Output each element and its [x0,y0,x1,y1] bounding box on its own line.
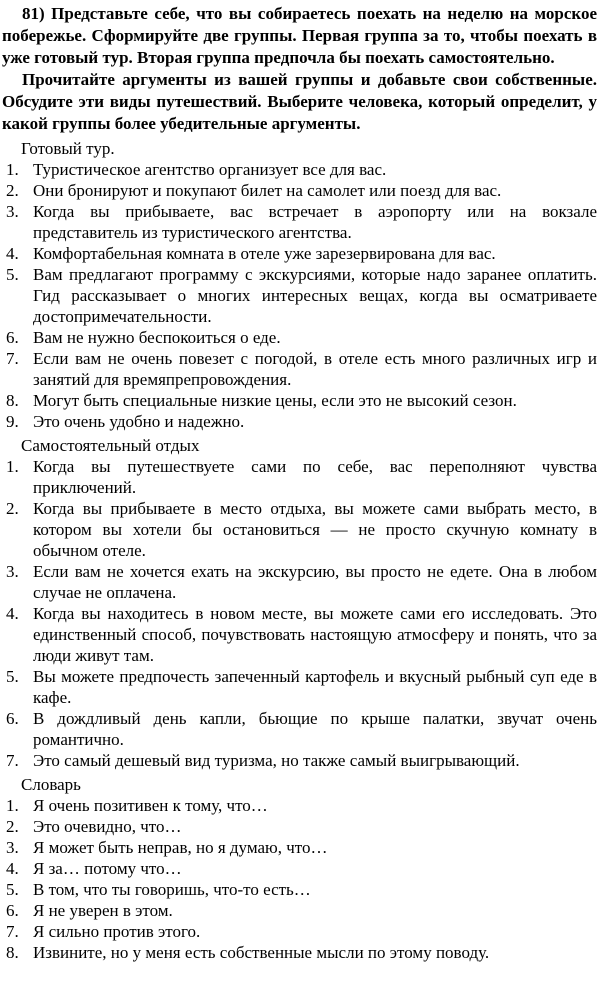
list-item-number: 3. [6,838,19,857]
list-item-number: 2. [6,181,19,200]
list-item [2,879,597,900]
list-item-number: 1. [6,457,19,476]
list-item-text: Комфортабельная комната в отеле уже зарезервирована для вас. [33,244,496,263]
list-item-text: Когда вы прибываете, вас встречает в аэропорту или на вокзале представитель из туристического агентства. [33,202,597,242]
list-item [2,201,597,243]
list-item [2,243,597,264]
list-item-number: 5. [6,667,19,686]
list-item [2,180,597,201]
list-item-text: Я сильно против этого. [33,922,201,941]
vocabulary-list [2,795,597,963]
list-item [2,159,597,180]
intro-paragraph-instructions: Прочитайте аргументы из вашей группы и добавьте свои собственные. Обсудите эти виды путешествий. Выберите человека, который определит, у какой группы более убедительные аргументы. [2,70,597,133]
list-item-number: 5. [6,880,19,899]
list-item-text: Вам не нужно беспокоиться о еде. [33,328,281,347]
list-item [2,456,597,498]
list-item [2,561,597,603]
list-item [2,942,597,963]
list-item-text: Могут быть специальные низкие цены, если это не высокий сезон. [33,391,517,410]
list-item [2,411,597,432]
list-item-number: 6. [6,709,19,728]
list-item [2,750,597,771]
section-heading-ready-tour: Готовый тур. [21,139,115,158]
list-item-text: Они бронируют и покупают билет на самолет или поезд для вас. [33,181,502,200]
section-ready-tour [2,138,597,432]
section-heading-vocabulary: Словарь [21,775,81,794]
list-item-number: 4. [6,859,19,878]
list-item-number: 9. [6,412,19,431]
list-item-text: Туристическое агентство организует все для вас. [33,160,387,179]
list-item [2,900,597,921]
list-item-text: Я может быть неправ, но я думаю, что… [33,838,328,857]
list-item [2,327,597,348]
list-item-text: Если вам не хочется ехать на экскурсию, вы просто не едете. Она в любом случае не оплачена. [33,562,597,602]
list-item-number: 4. [6,244,19,263]
list-item-number: 8. [6,943,19,962]
list-item-text: Это самый дешевый вид туризма, но также самый выигрывающий. [33,751,520,770]
section-vocabulary [2,774,597,963]
list-item-number: 3. [6,562,19,581]
list-item-number: 7. [6,349,19,368]
list-item [2,858,597,879]
list-item [2,264,597,327]
list-item [2,795,597,816]
list-item-text: Я за… потому что… [33,859,182,878]
independent-rest-list [2,456,597,771]
list-item-number: 2. [6,499,19,518]
list-item-number: 3. [6,202,19,221]
list-item-number: 5. [6,265,19,284]
list-item [2,348,597,390]
list-item-text: Если вам не очень повезет с погодой, в отеле есть много различных игр и занятий для времяпрепровождения. [33,349,597,389]
section-independent-rest [2,435,597,771]
list-item-text: Когда вы прибываете в место отдыха, вы можете сами выбрать место, в котором вы хотели бы остановиться — не просто скучную комнату в обычном отеле. [33,499,597,560]
list-item [2,816,597,837]
list-item-text: Вы можете предпочесть запеченный картофель и вкусный рыбный суп еде в кафе. [33,667,597,707]
list-item [2,921,597,942]
list-item-number: 7. [6,922,19,941]
section-heading-independent-rest: Самостоятельный отдых [21,436,200,455]
list-item-text: Это очень удобно и надежно. [33,412,245,431]
list-item-text: Это очевидно, что… [33,817,182,836]
list-item-text: Вам предлагают программу с экскурсиями, которые надо заранее оплатить. Гид рассказывает о многих интересных вещах, когда вы осматриваете достопримечательности. [33,265,597,326]
list-item [2,603,597,666]
list-item-number: 8. [6,391,19,410]
list-item-number: 6. [6,901,19,920]
list-item [2,498,597,561]
intro-paragraph-task: 81) Представьте себе, что вы собираетесь поехать на неделю на морское побережье. Сформируйте две группы. Первая группа за то, чтобы поехать в уже готовый тур. Вторая группа предпочла бы поехать самостоятельно. [2,4,597,67]
list-item-number: 6. [6,328,19,347]
list-item-number: 1. [6,160,19,179]
list-item-text: В дождливый день капли, бьющие по крыше палатки, звучат очень романтично. [33,709,597,749]
list-item [2,708,597,750]
list-item-number: 7. [6,751,19,770]
list-item-text: Когда вы путешествуете сами по себе, вас переполняют чувства приключений. [33,457,597,497]
list-item-number: 2. [6,817,19,836]
list-item-number: 1. [6,796,19,815]
list-item-text: Я очень позитивен к тому, что… [33,796,268,815]
list-item-text: Когда вы находитесь в новом месте, вы можете сами его исследовать. Это единственный способ, почувствовать настоящую атмосферу и понять, что за люди живут там. [33,604,597,665]
ready-tour-list [2,159,597,432]
list-item-text: Я не уверен в этом. [33,901,173,920]
list-item-number: 4. [6,604,19,623]
list-item-text: В том, что ты говоришь, что-то есть… [33,880,311,899]
list-item [2,837,597,858]
list-item [2,666,597,708]
list-item-text: Извините, но у меня есть собственные мысли по этому поводу. [33,943,490,962]
list-item [2,390,597,411]
